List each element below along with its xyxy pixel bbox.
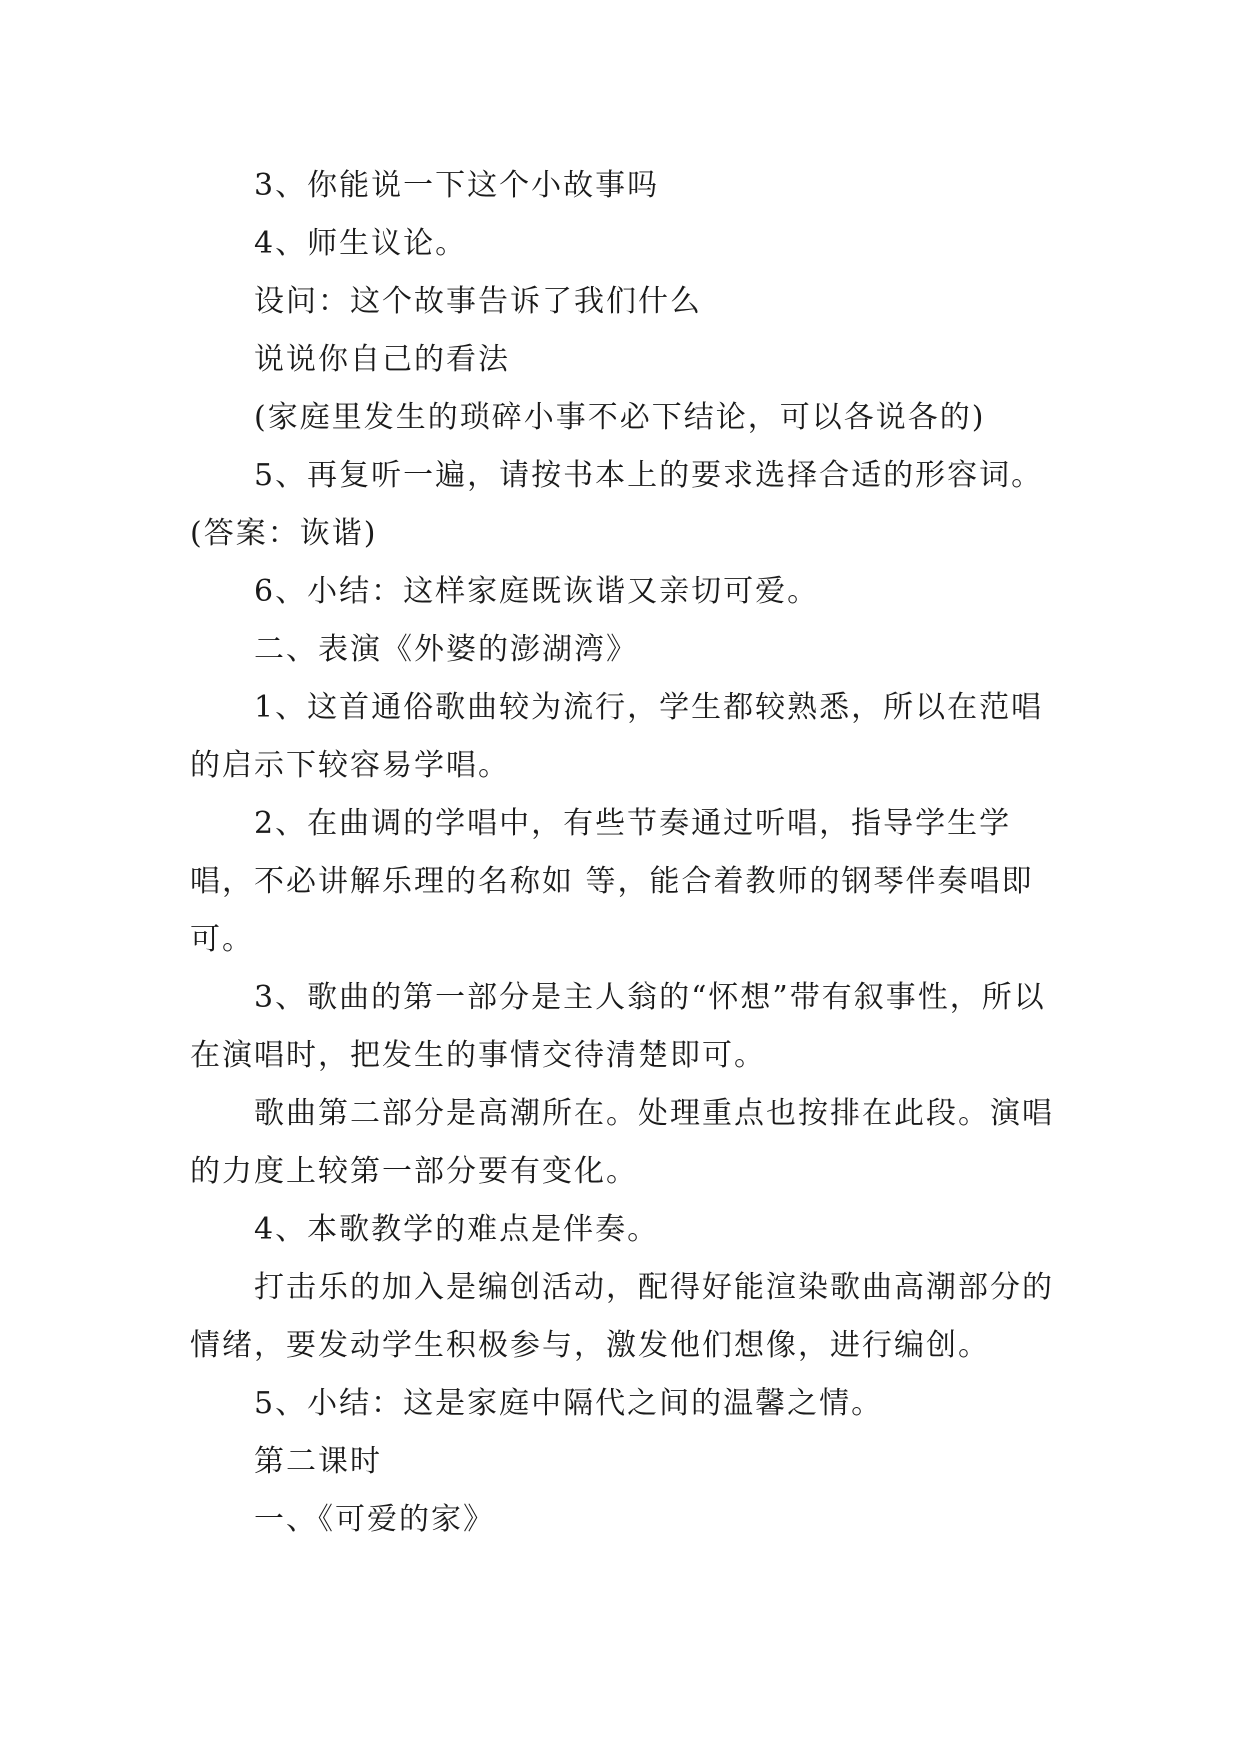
paragraph: 说说你自己的看法 [254, 342, 510, 377]
paragraph: 4、师生议论。 [254, 226, 468, 261]
paragraph: 3、歌曲的第一部分是主人翁的“怀想”带有叙事性，所以在演唱时，把发生的事情交待清楚即可。 [190, 980, 1046, 1073]
paragraph: 5、小结：这是家庭中隔代之间的温馨之情。 [254, 1386, 884, 1421]
section-heading: 一、《可爱的家》 [254, 1502, 495, 1537]
lesson-heading: 第二课时 [254, 1444, 382, 1479]
paragraph: 设问：这个故事告诉了我们什么 [254, 284, 702, 319]
section-heading: 二、表演《外婆的澎湖湾》 [254, 632, 638, 667]
document-body [190, 157, 1070, 1549]
paragraph: 4、本歌教学的难点是伴奏。 [254, 1212, 660, 1247]
paragraph: 打击乐的加入是编创活动，配得好能渲染歌曲高潮部分的情绪，要发动学生积极参与，激发他们想像，进行编创。 [190, 1270, 1054, 1363]
paragraph: 3、你能说一下这个小故事吗 [254, 168, 660, 203]
paragraph: 6、小结：这样家庭既诙谐又亲切可爱。 [254, 574, 820, 609]
paragraph: 2、在曲调的学唱中，有些节奏通过听唱，指导学生学唱，不必讲解乐理的名称如 等，能合着教师的钢琴伴奏唱即可。 [190, 806, 1034, 957]
paragraph: (家庭里发生的琐碎小事不必下结论，可以各说各的) [254, 400, 986, 435]
paragraph: 歌曲第二部分是高潮所在。处理重点也按排在此段。演唱的力度上较第一部分要有变化。 [190, 1096, 1054, 1189]
paragraph: 1、这首通俗歌曲较为流行，学生都较熟悉，所以在范唱的启示下较容易学唱。 [190, 690, 1044, 783]
paragraph: 5、再复听一遍，请按书本上的要求选择合适的形容词。(答案：诙谐) [190, 458, 1044, 551]
